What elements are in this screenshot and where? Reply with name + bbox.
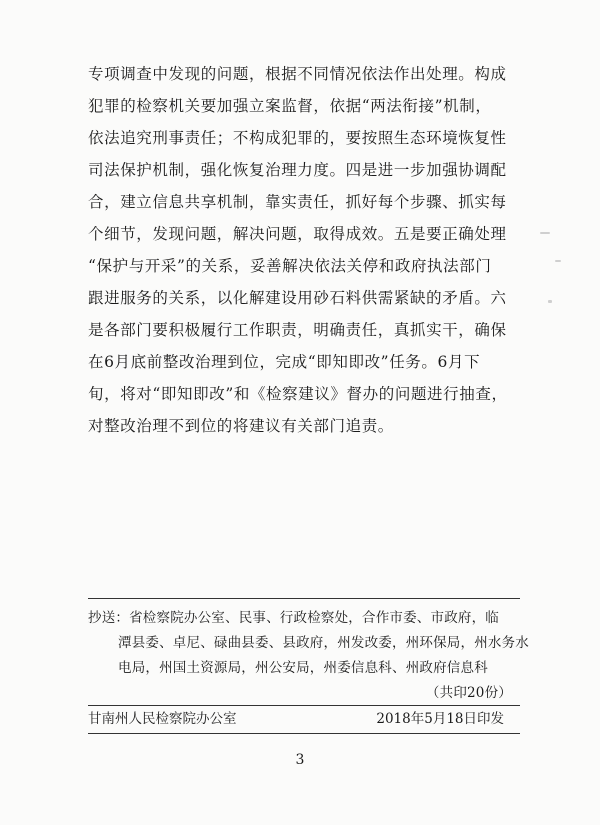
page-number: 3 [295,752,305,768]
issue-row [88,706,520,732]
body-line-2: 犯罪的检察机关要加强立案监督，依据“两法衔接”机制， [88,97,492,115]
cc-line-2: 潭县委、卓尼、碌曲县委、县政府，州发改委，州环保局，州水务水 [118,635,529,651]
footer-bottom-rule [88,733,520,734]
scan-artifact [548,300,552,303]
cc-block [88,606,529,706]
scan-artifact [555,260,561,262]
body-line-12: 对整改治理不到位的将建议有关部门追责。 [88,417,394,435]
body-line-11: 旬，将对“即知即改”和《检察建议》督办的问题进行抽查， [88,385,508,403]
body-line-9: 是各部门要积极履行工作职责，明确责任，真抓实干，确保 [88,321,507,339]
issue-date: 2018年5月18日印发 [376,711,504,727]
scan-artifact [540,232,550,234]
body-line-8: 跟进服务的关系，以化解建设用砂石料供需紧缺的矛盾。六 [88,289,507,307]
cc-line-3: 电局，州国土资源局，州公安局，州委信息科、州政府信息科 [118,660,488,676]
cc-label: 抄送： [88,610,130,626]
body-paragraph [88,58,520,442]
body-line-5: 合，建立信息共享机制，靠实责任，抓好每个步骤、抓实每 [88,193,507,211]
body-line-6: 个细节，发现问题，解决问题，取得成效。五是要正确处理 [88,225,507,243]
issuing-office: 甘南州人民检察院办公室 [88,711,237,727]
body-line-10: 在6月底前整改治理到位，完成“即知即改”任务。6月下 [88,353,481,371]
body-line-1: 专项调查中发现的问题，根据不同情况依法作出处理。构成 [88,65,507,83]
cc-line-1 [88,606,520,631]
body-line-4: 司法保护机制，强化恢复治理力度。四是进一步加强协调配 [88,161,507,179]
copies-count: （共印20份） [425,685,512,701]
body-line-7: “保护与开采”的关系，妥善解决依法关停和政府执法部门 [88,257,492,275]
cc-top-rule [88,598,520,599]
body-line-3: 依法追究刑事责任；不构成犯罪的，要按照生态环境恢复性 [88,129,507,147]
cc-recipients-1: 省检察院办公室、民事、行政检察处，合作市委、市政府，临 [129,610,500,626]
